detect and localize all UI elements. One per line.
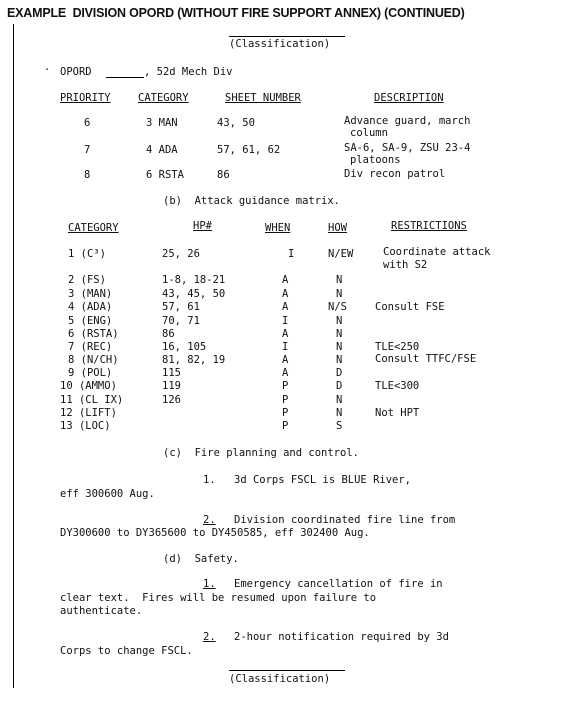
- priority-header-priority: PRIORITY: [60, 92, 111, 104]
- paragraph-number: 2.: [203, 631, 216, 643]
- caption-d: (d) Safety.: [163, 553, 239, 565]
- priority-cell: 7: [84, 144, 91, 156]
- agm-how: N: [336, 274, 343, 286]
- agm-restriction: TLE<250: [375, 341, 420, 353]
- paragraph-line: 2-hour notification required by 3d: [234, 631, 449, 643]
- agm-how: N: [336, 328, 343, 340]
- agm-when: A: [282, 367, 289, 379]
- paragraph-line: 3d Corps FSCL is BLUE River,: [234, 474, 412, 486]
- agm-restriction: Coordinate attack: [383, 246, 491, 258]
- agm-header-when: WHEN: [265, 222, 291, 234]
- agm-category: 12 (LIFT): [60, 407, 117, 419]
- agm-hp: 25, 26: [162, 248, 200, 260]
- agm-restriction: Consult FSE: [375, 301, 445, 313]
- priority-header-description: DESCRIPTION: [374, 92, 444, 104]
- opord-suffix: , 52d Mech Div: [144, 66, 233, 78]
- agm-hp: 43, 45, 50: [162, 288, 226, 300]
- agm-hp: 126: [162, 394, 181, 406]
- paragraph-line: clear text. Fires will be resumed upon failure to: [60, 592, 377, 604]
- agm-how: N/S: [328, 301, 347, 313]
- agm-category: 1 (C³): [68, 248, 106, 260]
- agm-restriction: TLE<300: [375, 380, 420, 392]
- agm-hp: 119: [162, 380, 181, 392]
- agm-when: P: [282, 420, 289, 432]
- description-cell: SA-6, SA-9, ZSU 23-4: [344, 142, 471, 154]
- agm-restriction: Not HPT: [375, 407, 420, 419]
- agm-restriction-cont: with S2: [383, 259, 428, 271]
- agm-when: A: [282, 328, 289, 340]
- agm-restriction: Consult TTFC/FSE: [375, 353, 477, 365]
- agm-hp: 57, 61: [162, 301, 200, 313]
- paragraph-number: 1.: [203, 474, 216, 486]
- description-cell: Advance guard, march: [344, 115, 471, 127]
- agm-how: S: [336, 420, 343, 432]
- agm-hp: 81, 82, 19: [162, 354, 226, 366]
- priority-header-category: CATEGORY: [138, 92, 189, 104]
- agm-when: I: [282, 315, 289, 327]
- priority-cell: 6: [84, 117, 91, 129]
- category-cell: 3 MAN: [146, 117, 178, 129]
- sheet-cell: 57, 61, 62: [217, 144, 281, 156]
- sheet-cell: 43, 50: [217, 117, 255, 129]
- paragraph-number: 1.: [203, 578, 216, 590]
- agm-category: 2 (FS): [68, 274, 106, 286]
- opord-bullet: ·: [44, 64, 51, 76]
- document-header: EXAMPLE DIVISION OPORD (WITHOUT FIRE SUPPORT ANNEX) (CONTINUED): [7, 6, 465, 20]
- agm-header-how: HOW: [328, 222, 347, 234]
- agm-category: 9 (POL): [68, 367, 113, 379]
- agm-how: N: [336, 407, 343, 419]
- agm-when: I: [288, 248, 295, 260]
- agm-category: 3 (MAN): [68, 288, 113, 300]
- caption-c: (c) Fire planning and control.: [163, 447, 359, 459]
- agm-hp: 115: [162, 367, 181, 379]
- classification-rule-bottom: [229, 670, 345, 671]
- opord-number-blank: [106, 77, 144, 78]
- agm-category: 8 (N/CH): [68, 354, 119, 366]
- agm-when: P: [282, 380, 289, 392]
- agm-how: D: [336, 380, 343, 392]
- agm-category: 7 (REC): [68, 341, 113, 353]
- agm-when: P: [282, 394, 289, 406]
- paragraph-line: DY300600 to DY365600 to DY450585, eff 302400 Aug.: [60, 527, 370, 539]
- agm-when: A: [282, 274, 289, 286]
- paragraph-line: Corps to change FSCL.: [60, 645, 193, 657]
- opord-prefix: OPORD: [60, 66, 92, 78]
- priority-cell: 8: [84, 169, 91, 181]
- classification-top: (Classification): [229, 38, 331, 50]
- paragraph-line: Emergency cancellation of fire in: [234, 578, 443, 590]
- agm-how: N: [336, 354, 343, 366]
- agm-how: N: [336, 394, 343, 406]
- left-margin-rule: [13, 24, 14, 688]
- agm-how: N/EW: [328, 248, 354, 260]
- description-cell-cont: column: [350, 127, 388, 139]
- agm-when: A: [282, 288, 289, 300]
- description-cell-cont: platoons: [350, 154, 401, 166]
- agm-header-hp: HP#: [193, 220, 212, 232]
- agm-header-category: CATEGORY: [68, 222, 119, 234]
- agm-how: N: [336, 315, 343, 327]
- paragraph-line: authenticate.: [60, 605, 143, 617]
- caption-b: (b) Attack guidance matrix.: [163, 195, 341, 207]
- category-cell: 4 ADA: [146, 144, 178, 156]
- category-cell: 6 RSTA: [146, 169, 184, 181]
- agm-when: A: [282, 301, 289, 313]
- agm-category: 10 (AMMO): [60, 380, 117, 392]
- classification-rule-top: [229, 36, 345, 37]
- priority-header-sheet-number: SHEET NUMBER: [225, 92, 301, 104]
- agm-hp: 86: [162, 328, 175, 340]
- agm-hp: 70, 71: [162, 315, 200, 327]
- agm-header-restrictions: RESTRICTIONS: [391, 220, 467, 232]
- agm-how: N: [336, 288, 343, 300]
- paragraph-line: Division coordinated fire line from: [234, 514, 456, 526]
- agm-when: I: [282, 341, 289, 353]
- agm-category: 6 (RSTA): [68, 328, 119, 340]
- agm-category: 4 (ADA): [68, 301, 113, 313]
- classification-bottom: (Classification): [229, 673, 331, 685]
- agm-hp: 16, 105: [162, 341, 207, 353]
- agm-how: D: [336, 367, 343, 379]
- paragraph-number: 2.: [203, 514, 216, 526]
- sheet-cell: 86: [217, 169, 230, 181]
- paragraph-line: eff 300600 Aug.: [60, 488, 155, 500]
- agm-category: 11 (CL IX): [60, 394, 124, 406]
- agm-category: 13 (LOC): [60, 420, 111, 432]
- agm-hp: 1-8, 18-21: [162, 274, 226, 286]
- description-cell: Div recon patrol: [344, 168, 446, 180]
- agm-how: N: [336, 341, 343, 353]
- agm-category: 5 (ENG): [68, 315, 113, 327]
- agm-when: A: [282, 354, 289, 366]
- agm-when: P: [282, 407, 289, 419]
